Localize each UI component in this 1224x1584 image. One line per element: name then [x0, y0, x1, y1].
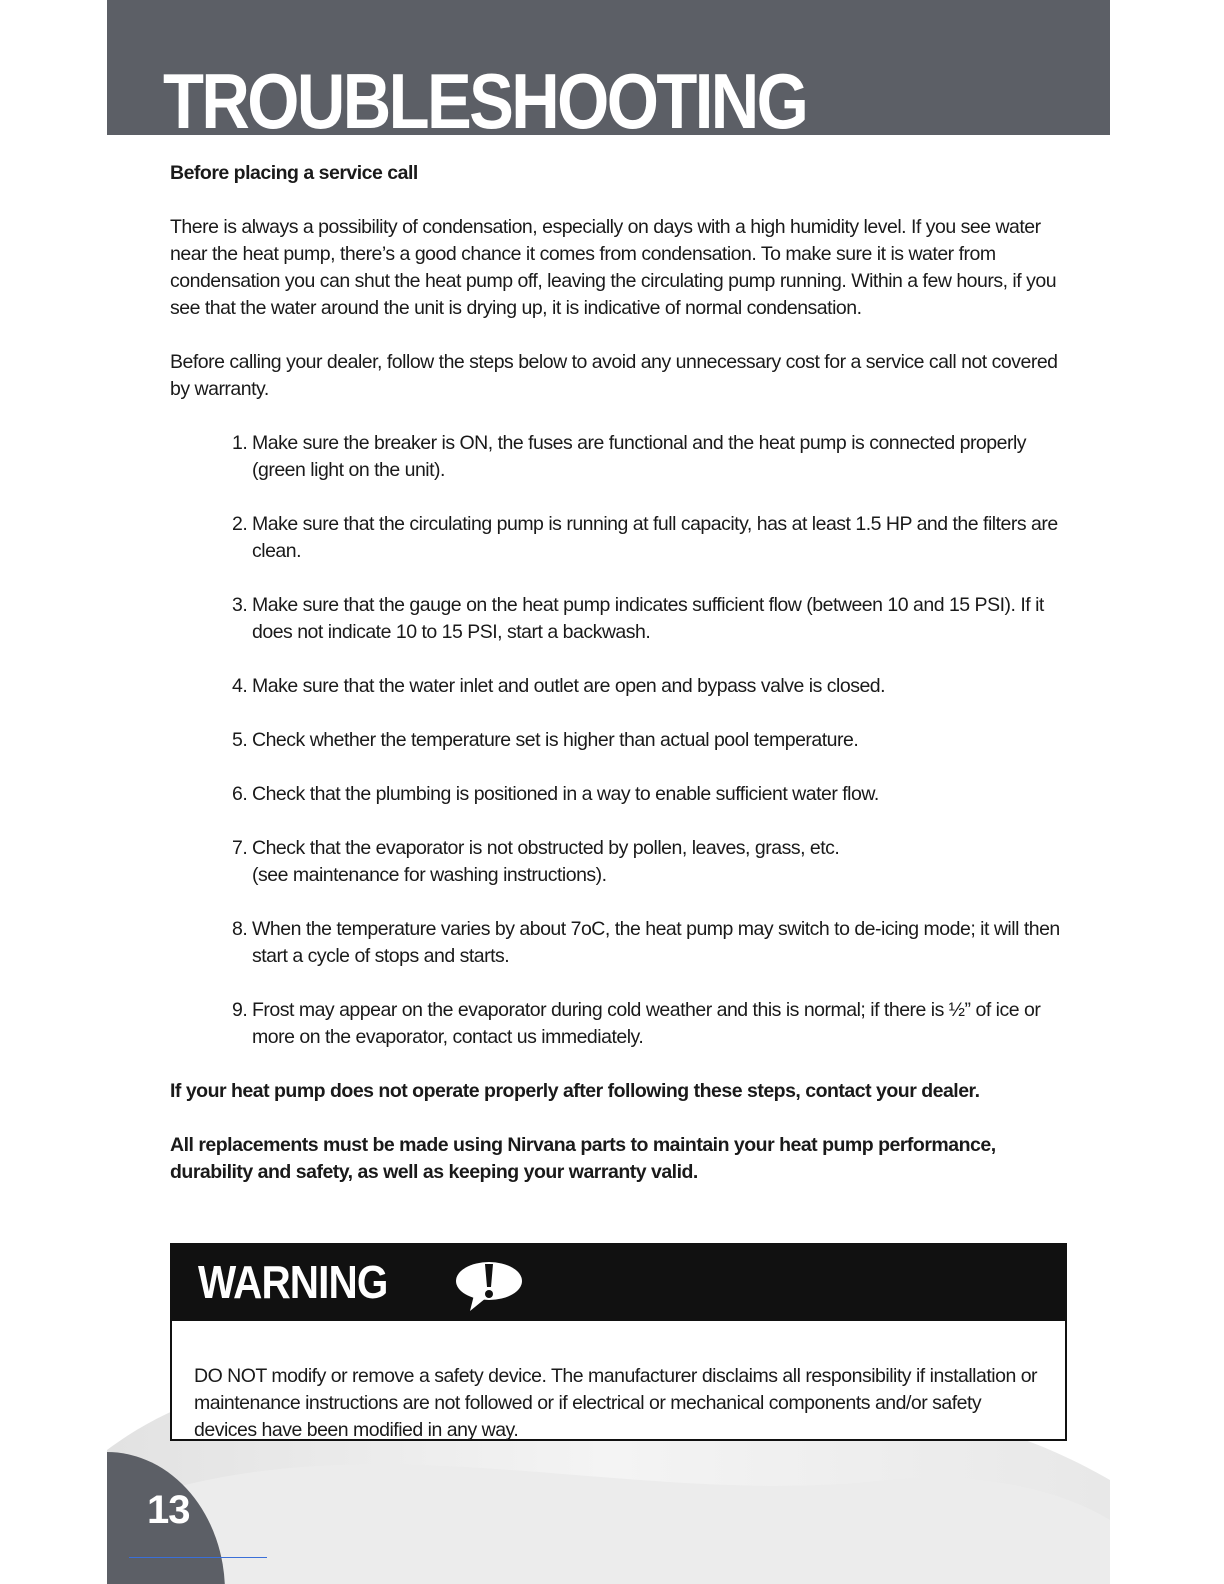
warning-text: DO NOT modify or remove a safety device. The manufacturer disclaims all responsibility if installation or maintenance instructions are not followed or if electrical or mechanical components and/or safety devices have been modified in any way.	[194, 1364, 1038, 1441]
list-item	[232, 430, 1070, 484]
page-number: 13	[147, 1488, 190, 1532]
list-item	[232, 511, 1070, 565]
troubleshooting-steps-list	[170, 430, 1070, 1051]
list-item	[232, 727, 1070, 754]
steps-intro-paragraph: Before calling your dealer, follow the steps below to avoid any unnecessary cost for a service call not covered by warranty.	[170, 351, 1058, 400]
list-item	[232, 997, 1070, 1051]
step-number: 8.	[232, 918, 248, 940]
list-item	[232, 781, 1070, 808]
manual-page	[107, 0, 1110, 1584]
step-text: Check that the plumbing is positioned in a way to enable sufficient water flow.	[252, 783, 879, 805]
list-item	[232, 835, 1070, 889]
step-number: 5.	[232, 729, 248, 751]
step-text: Make sure that the water inlet and outlet are open and bypass valve is closed.	[252, 675, 886, 697]
step-text	[252, 835, 1070, 889]
step-text: Make sure that the gauge on the heat pump indicates sufficient flow (between 10 and 15 PSI). If it does not indicate 10 to 15 PSI, start a backwash.	[252, 594, 1044, 643]
footer-link-underline	[129, 1557, 267, 1558]
step-text: Make sure that the circulating pump is running at full capacity, has at least 1.5 HP and the filters are clean.	[252, 513, 1058, 562]
step-text-line1: Check that the evaporator is not obstructed by pollen, leaves, grass, etc.	[252, 837, 840, 859]
intro-paragraph: There is always a possibility of condensation, especially on days with a high humidity level. If you see water near the heat pump, there’s a good chance it comes from condensation. To make sure it is water from condensation you can shut the heat pump off, leaving the circulating pump running. Within a few hours, if you see that the water around the unit is drying up, it is indicative of normal condensation.	[170, 216, 1057, 319]
page-title: TROUBLESHOOTING	[163, 57, 807, 135]
step-number: 9.	[232, 999, 248, 1021]
warning-title: WARNING	[198, 1256, 388, 1308]
warning-box	[170, 1243, 1067, 1441]
section-subheading: Before placing a service call	[170, 162, 418, 184]
list-item	[232, 673, 1070, 700]
list-item	[232, 916, 1070, 970]
step-text: Check whether the temperature set is higher than actual pool temperature.	[252, 729, 859, 751]
warning-header-bar	[172, 1245, 1065, 1321]
step-number: 7.	[232, 837, 248, 859]
step-number: 3.	[232, 594, 248, 616]
exclamation-speech-bubble-icon	[454, 1257, 524, 1313]
step-number: 1.	[232, 432, 248, 454]
step-text-line2: (see maintenance for washing instructions).	[252, 864, 607, 886]
step-text: Frost may appear on the evaporator during cold weather and this is normal; if there is ½” of ice or more on the evaporator, contact us immediately.	[252, 999, 1041, 1048]
step-text: When the temperature varies by about 7oC, the heat pump may switch to de-icing mode; it will then start a cycle of stops and starts.	[252, 918, 1060, 967]
step-text: Make sure the breaker is ON, the fuses are functional and the heat pump is connected properly (green light on the unit).	[252, 432, 1027, 481]
step-number: 2.	[232, 513, 248, 535]
header-band	[107, 0, 1110, 135]
step-number: 4.	[232, 675, 248, 697]
step-number: 6.	[232, 783, 248, 805]
parts-note: All replacements must be made using Nirvana parts to maintain your heat pump performance, durability and safety, as well as keeping your warranty valid.	[170, 1134, 996, 1183]
dealer-note: If your heat pump does not operate properly after following these steps, contact your dealer.	[170, 1080, 980, 1102]
main-content	[170, 160, 1070, 1186]
list-item	[232, 592, 1070, 646]
